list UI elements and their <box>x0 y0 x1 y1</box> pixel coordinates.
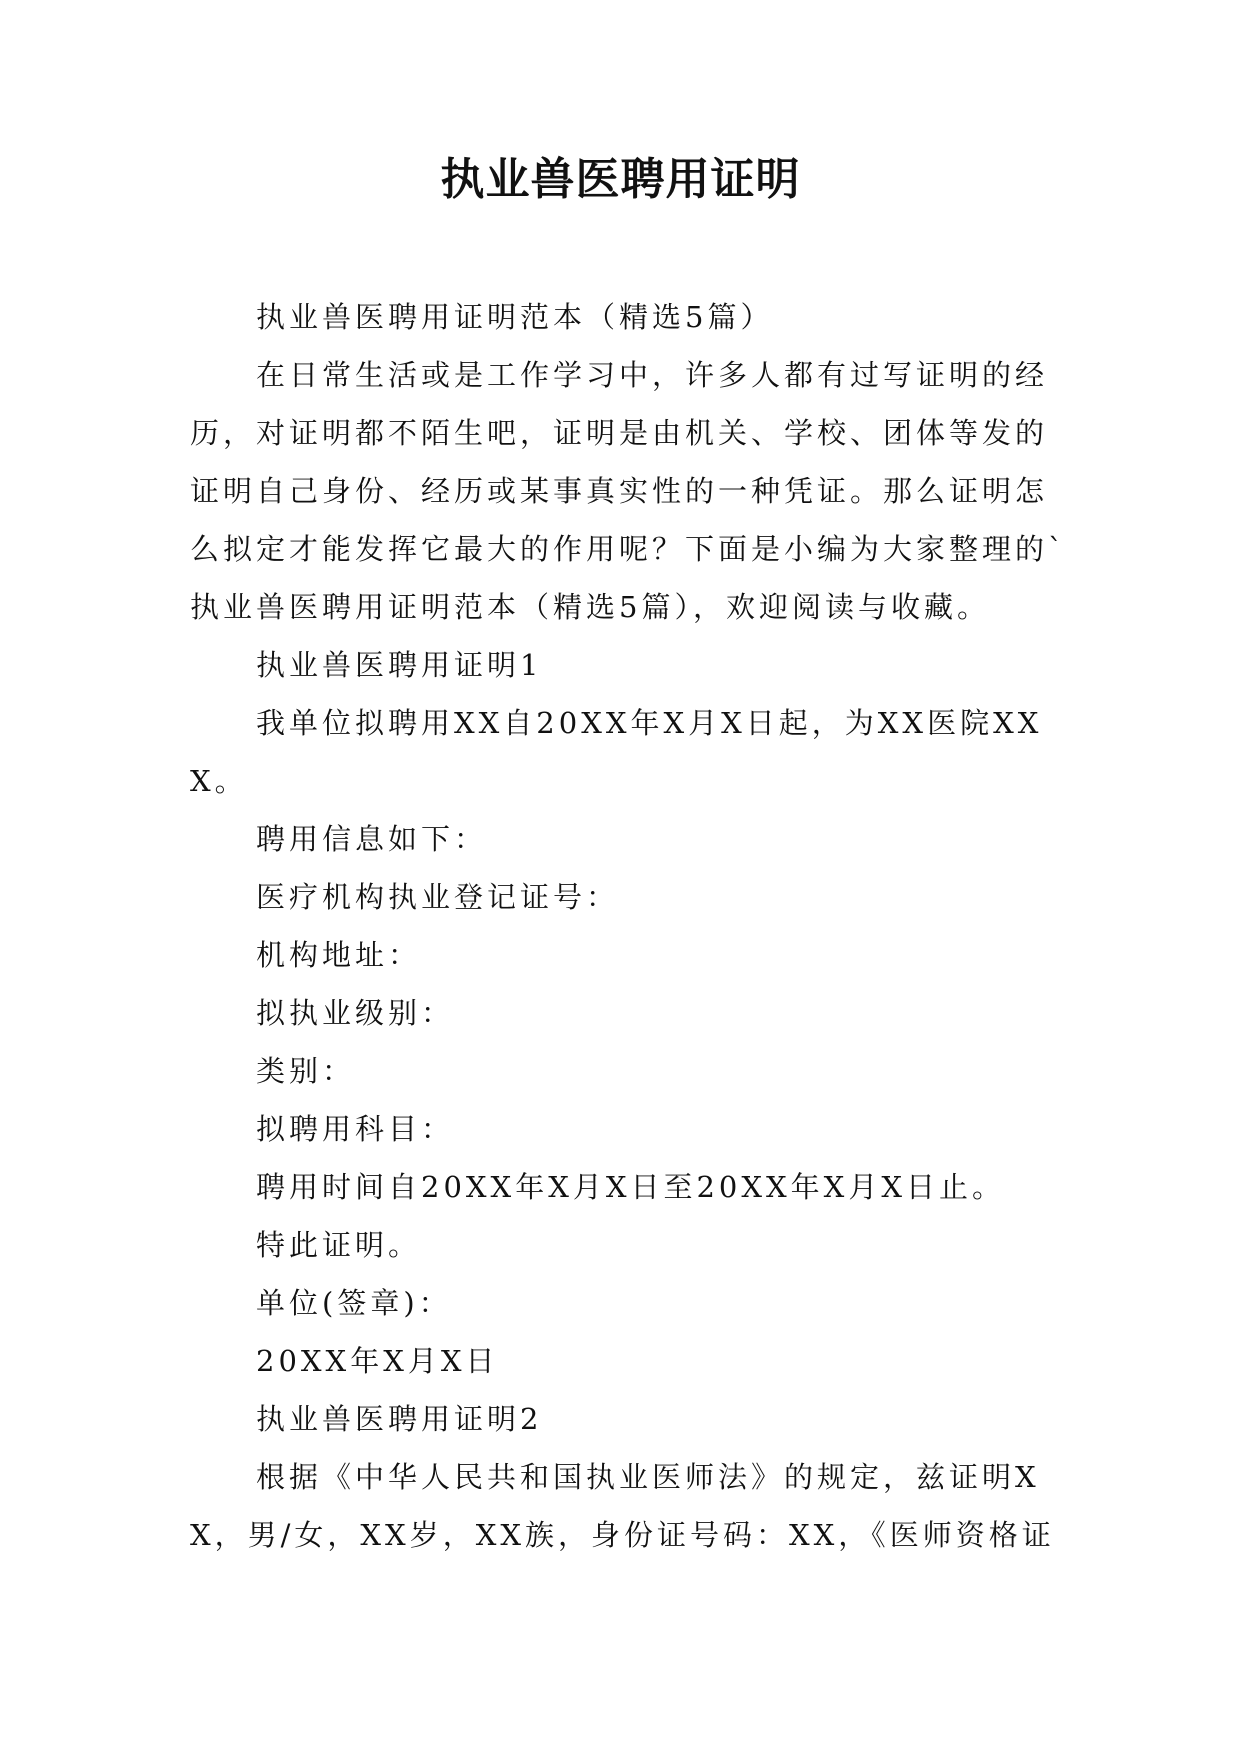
field-registration-number: 医疗机构执业登记证号： <box>256 880 620 914</box>
field-subject: 拟聘用科目： <box>256 1112 455 1146</box>
paragraph-subtitle: 执业兽医聘用证明范本（精选5篇） <box>256 300 774 334</box>
paragraph-intro: 在日常生活或是工作学习中，许多人都有过写证明的经历，对证明都不陌生吧，证明是由机关、学校、团体等发的证明自己身份、经历或某事真实性的一种凭证。那么证明怎么拟定才能发挥它最大的作用呢？下面是小编为大家整理的`执业兽医聘用证明范本（精选5篇），欢迎阅读与收藏。 <box>190 358 1067 624</box>
document-body <box>190 288 1070 1564</box>
section-heading-2: 执业兽医聘用证明2 <box>256 1402 543 1436</box>
field-address: 机构地址： <box>256 938 422 972</box>
paragraph-law: 根据《中华人民共和国执业医师法》的规定，兹证明XX，男/女，XX岁，XX族，身份证号码：XX，《医师资格证 <box>190 1460 1055 1552</box>
field-level: 拟执业级别： <box>256 996 455 1030</box>
section-heading-1: 执业兽医聘用证明1 <box>256 648 543 682</box>
field-date: 20XX年X月X日 <box>256 1344 499 1378</box>
paragraph-info-heading: 聘用信息如下： <box>256 822 488 856</box>
field-period: 聘用时间自20XX年X月X日至20XX年X月X日止。 <box>256 1170 1005 1204</box>
paragraph-employment: 我单位拟聘用XX自20XX年X月X日起，为XX医院XXX。 <box>190 706 1043 798</box>
field-category: 类别： <box>256 1054 356 1088</box>
document-title: 执业兽医聘用证明 <box>440 154 801 205</box>
field-seal: 单位(签章)： <box>256 1286 452 1320</box>
paragraph-certify: 特此证明。 <box>256 1228 422 1262</box>
